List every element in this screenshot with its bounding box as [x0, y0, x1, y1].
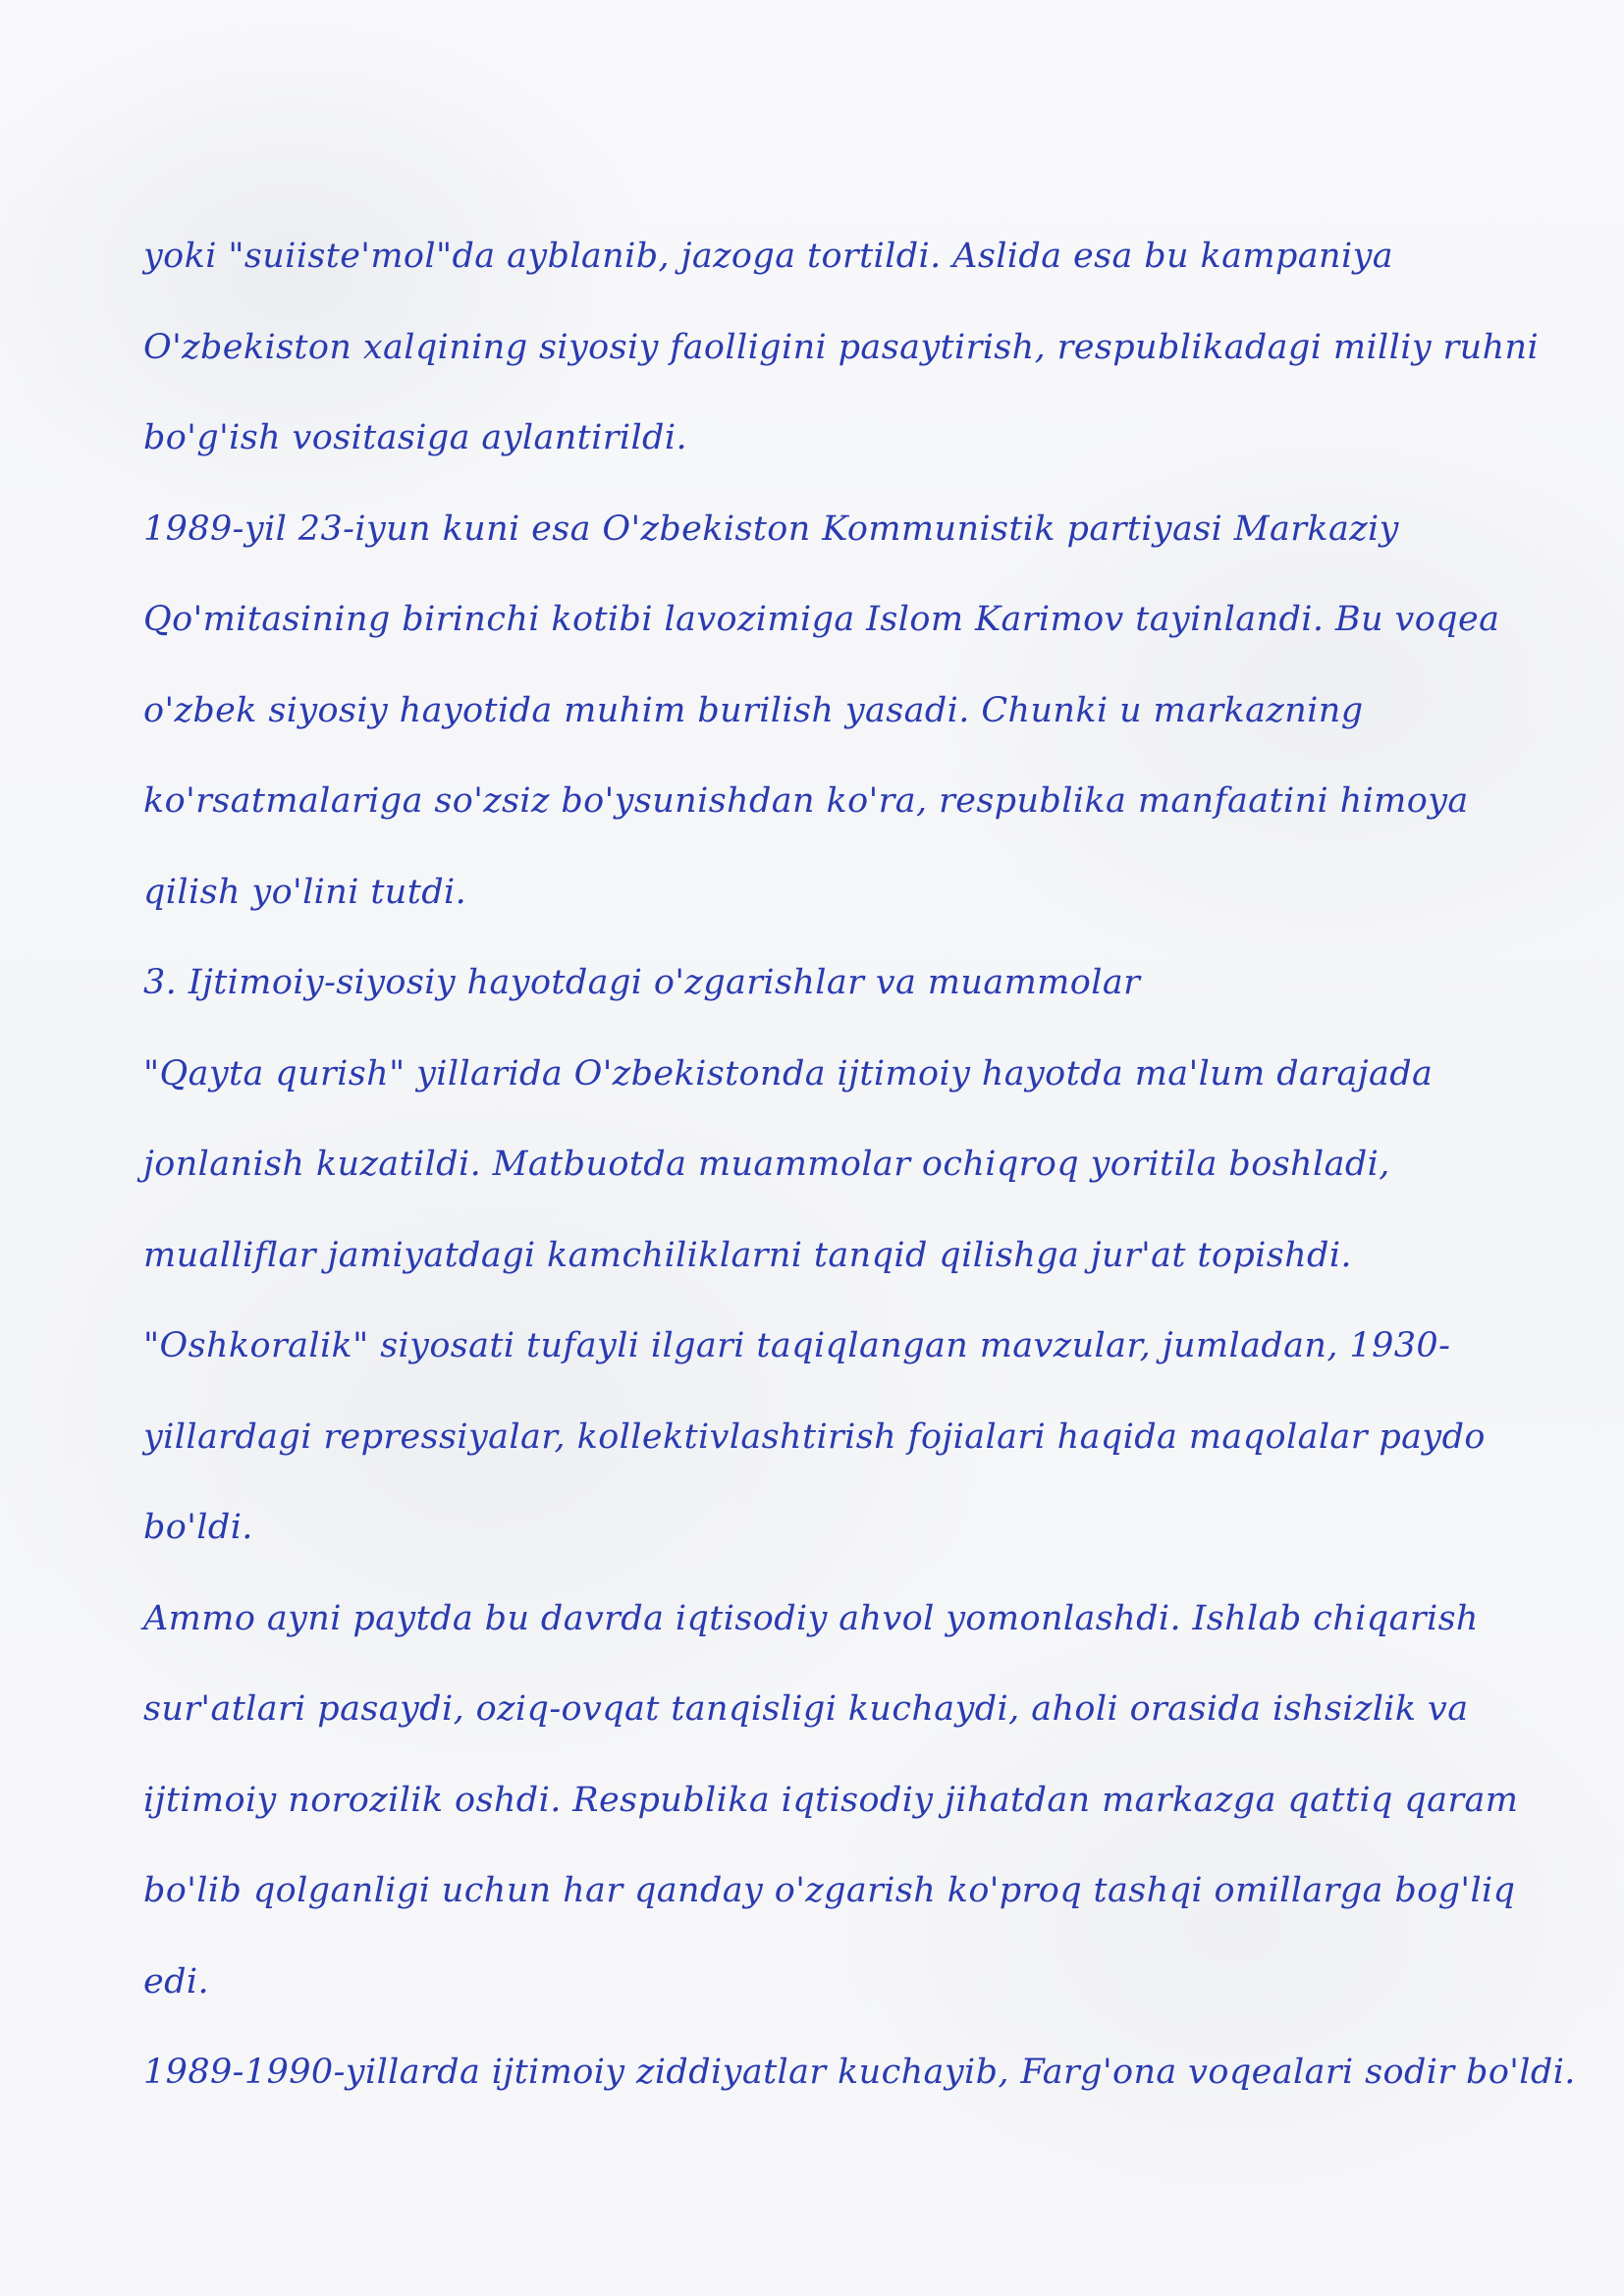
text-line: Qo'mitasining birinchi kotibi lavozimiga Islom Karimov tayinlandi. Bu voqea: [143, 600, 1500, 639]
text-line: yillardagi repressiyalar, kollektivlashtirish fojialari haqida maqolalar paydo: [143, 1416, 1486, 1457]
text-line: mualliflar jamiyatdagi kamchiliklarni tanqid qilishga jur'at topishdi.: [143, 1235, 1352, 1275]
handwritten-text-block: [143, 211, 1576, 2118]
text-line: bo'ldi.: [143, 1508, 253, 1547]
text-line: O'zbekiston xalqining siyosiy faolligini pasaytirish, respublikadagi milliy ruhni: [143, 327, 1540, 367]
text-line: 1989-yil 23-iyun kuni esa O'zbekiston Kommunistik partiyasi Markaziy: [143, 508, 1399, 549]
text-line: bo'g'ish vositasiga aylantirildi.: [143, 418, 687, 457]
text-line: ko'rsatmalariga so'zsiz bo'ysunishdan ko'ra, respublika manfaatini himoya: [143, 781, 1469, 821]
text-line: "Oshkoralik" siyosati tufayli ilgari taqiqlangan mavzular, jumladan, 1930-: [143, 1326, 1451, 1365]
text-line: "Qayta qurish" yillarida O'zbekistonda ijtimoiy hayotda ma'lum darajada: [143, 1053, 1434, 1094]
text-line: 1989-1990-yillarda ijtimoiy ziddiyatlar kuchayib, Farg'ona voqealari sodir bo'ldi.: [143, 2053, 1576, 2092]
text-line: ijtimoiy norozilik oshdi. Respublika iqtisodiy jihatdan markazga qattiq qaram: [143, 1780, 1519, 1820]
text-line: jonlanish kuzatildi. Matbuotda muammolar ochiqroq yoritila boshladi,: [143, 1145, 1390, 1184]
text-line: Ammo ayni paytda bu davrda iqtisodiy ahvol yomonlashdi. Ishlab chiqarish: [143, 1598, 1479, 1638]
text-line: o'zbek siyosiy hayotida muhim burilish yasadi. Chunki u markazning: [143, 690, 1364, 730]
section-heading: 3. Ijtimoiy-siyosiy hayotdagi o'zgarishlar va muammolar: [143, 963, 1141, 1002]
text-line: sur'atlari pasaydi, oziq-ovqat tanqisligi kuchaydi, aholi orasida ishsizlik va: [143, 1689, 1469, 1729]
text-line: edi.: [143, 1961, 210, 2002]
text-line: bo'lib qolganligi uchun har qanday o'zgarish ko'proq tashqi omillarga bog'liq: [143, 1871, 1516, 1910]
text-line: qilish yo'lini tutdi.: [143, 872, 467, 912]
text-line: yoki "suiiste'mol"da ayblanib, jazoga tortildi. Aslida esa bu kampaniya: [143, 237, 1394, 276]
